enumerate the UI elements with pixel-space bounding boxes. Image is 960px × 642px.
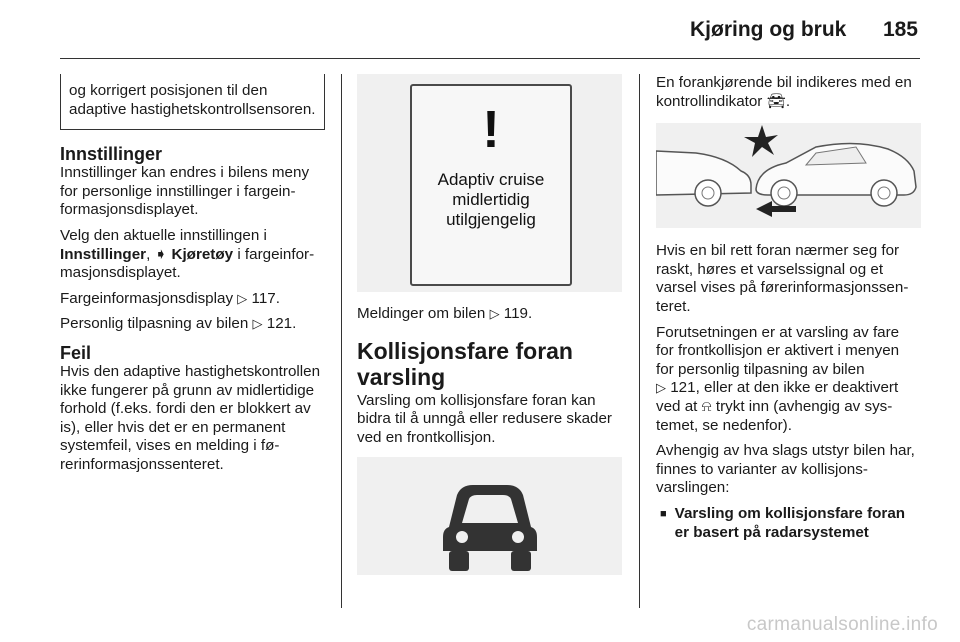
page-header-title: Kjøring og bruk (690, 18, 847, 41)
menu-kjoretoy: Kjøretøy (171, 245, 234, 263)
page-ref-icon: ▷ (252, 316, 263, 332)
settings-heading: Innstillinger (60, 144, 163, 165)
page-ref-icon: ▷ (656, 380, 666, 396)
page-ref-icon: ▷ (237, 290, 248, 306)
collision-heading: Kollisjonsfare foran varsling (357, 337, 573, 390)
note-box (60, 74, 325, 130)
indicator-paragraph: En forankjørende bil indikeres med en kontrollindikator 🚘︎. (656, 74, 912, 110)
watermark: carmanualsonline.info (746, 614, 938, 635)
bullet-square-icon: ■ (660, 507, 667, 520)
page-ref-icon: ▷ (489, 306, 500, 321)
display-line-1: Adaptiv cruise (437, 170, 545, 189)
header-divider (60, 58, 920, 59)
fault-heading: Feil (60, 342, 92, 363)
collision-paragraph: Varsling om kollisjonsfare foran kan bidra til å unngå eller redusere skader ved en frontkollisjon. (357, 391, 612, 446)
variants-paragraph: Avhengig av hva slags utstyr bilen har, finnes to varianter av kollisjonsvarslingen: (656, 442, 915, 497)
display-line-3: utilgjengelig (446, 210, 536, 229)
driver-info-display (410, 84, 572, 286)
settings-paragraph-4: Personlig tilpasning av bilen ▷ 121. (60, 315, 297, 333)
two-cars-collision-icon (656, 123, 921, 228)
column-2 (357, 74, 622, 575)
column-divider-1 (341, 74, 342, 608)
car-ahead-indicator-icon (357, 457, 622, 575)
column-divider-2 (639, 74, 640, 608)
menu-innstillinger: Innstillinger (60, 245, 147, 263)
column-1 (60, 74, 325, 482)
collision-button-icon: ⍾ (701, 397, 712, 415)
fault-paragraph: Hvis den adaptive hastighetskontrollen ikke fungerer på grunn av midlertidige forhold (f.eks. fordi den er blokkert av is), eller hvis det er en permanent systemfeil, vises en melding i førerinformasjonssenteret. (60, 362, 321, 473)
settings-paragraph-3: Fargeinformasjonsdisplay ▷ 117. (60, 289, 280, 307)
vehicle-indicator-figure (357, 457, 622, 575)
display-line-2: midlertidig (452, 190, 530, 209)
bullet-text-radar: Varsling om kollisjonsfare foran er basert på radarsystemet (674, 504, 906, 541)
car-icon: 🚘︎ (766, 92, 786, 110)
display-message-figure (357, 74, 622, 292)
bullet-item-radar (656, 505, 921, 542)
collision-illustration (656, 123, 921, 228)
warning-paragraph: Hvis en bil rett foran nærmer seg for raskt, høres et varselssignal og et varsel vises på førerinformasjonssenteret. (656, 242, 909, 315)
warning-exclamation-icon: ! (482, 101, 500, 159)
messages-paragraph: Meldinger om bilen ▷ 119. (357, 305, 533, 322)
arrow-right-icon: ➧ (154, 245, 172, 263)
note-text: og korrigert posisjonen til den adaptive hastighetskontrollsensoren. (69, 82, 316, 118)
page-number: 185 (882, 18, 918, 41)
settings-paragraph-1: Innstillinger kan endres i bilens meny for personlige innstillinger i fargeinformasjonsdisplayet. (60, 164, 310, 219)
settings-paragraph-2: Velg den aktuelle innstillingen i Innstillinger, ➧ Kjøretøy i fargeinformasjonsdisplayet. (60, 226, 315, 282)
prerequisite-paragraph: Forutsetningen er at varsling av fare for frontkollisjon er aktivert i menyen for personlig tilpasning av bilen ▷ 121, eller at den ikke er deaktivert ved at ⍾ trykt inn (avhengig av systemet, se nedenfor). (656, 323, 900, 434)
column-3 (656, 74, 921, 542)
